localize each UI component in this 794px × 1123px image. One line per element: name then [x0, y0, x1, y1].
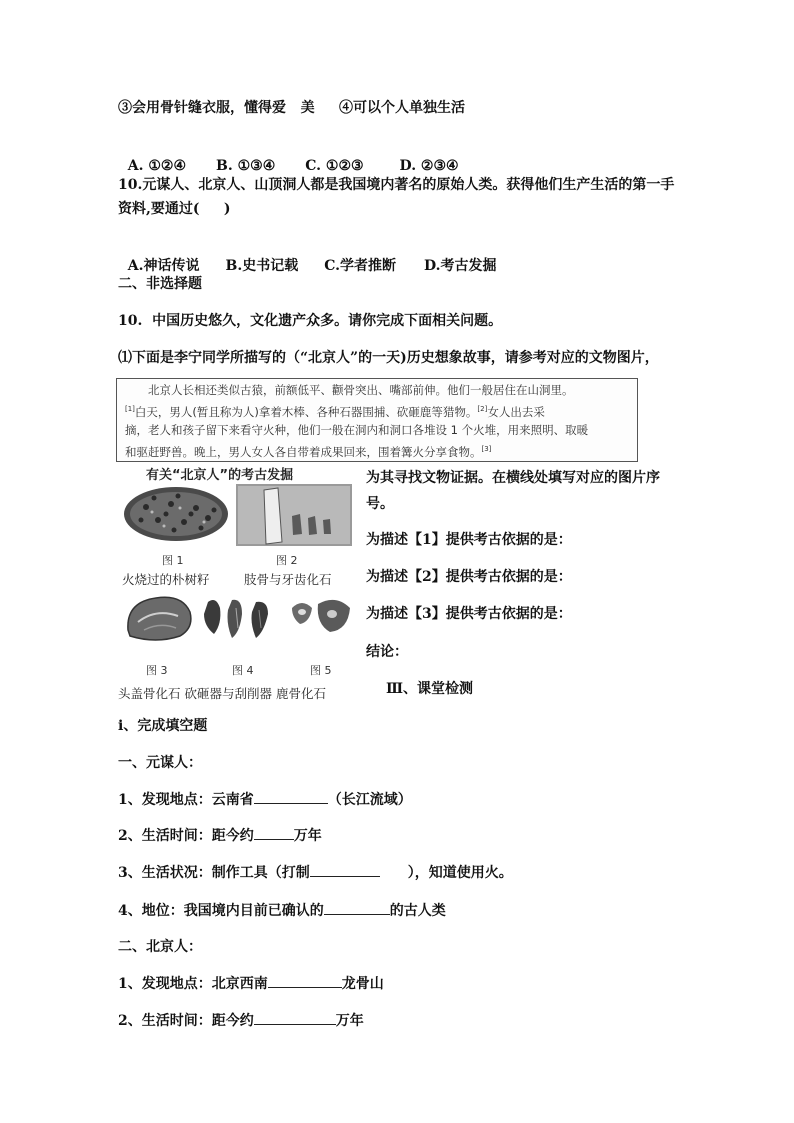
evidence-desc-1: 为描述【1】提供考古依据的是： [366, 532, 572, 548]
yuanmou-item-4: 4、地位：我国境内目前已确认的 的古人类 [118, 900, 446, 921]
fig2-caption: 肢骨与牙齿化石 [244, 572, 332, 587]
q9-option-a[interactable]: A. ①②④ [127, 158, 187, 174]
fig1-caption: 火烧过的朴树籽 [122, 572, 210, 587]
q10-option-a[interactable]: A.神话传说 [127, 258, 200, 274]
fig1-label: 图 1 [162, 554, 184, 567]
q10-stem-line1: 10.元谋人、北京人、山顶洞人都是我国境内著名的原始人类。获得他们生产生活的第一手 [118, 177, 675, 193]
fig2-bone-teeth-image [236, 484, 352, 546]
fig1-seeds-image [124, 487, 228, 541]
fig3-skull-image [128, 597, 191, 640]
blank-location-county[interactable] [254, 789, 328, 804]
section-heading-class-test: Ⅲ、课堂检测 [386, 681, 474, 697]
yuanmou-item-3: 3、生活状况：制作工具（打制 ），知道使用火。 [118, 862, 513, 883]
fig3-label: 图 3 [146, 664, 168, 677]
yuanmou-title: 一、元谋人： [118, 755, 202, 771]
fig2-label: 图 2 [276, 554, 298, 567]
yuanmou-item-2: 2、生活时间：距今约 万年 [118, 825, 322, 846]
blank-beijing-years[interactable] [254, 1010, 336, 1025]
story-mark-2: [2] [477, 404, 488, 413]
blank-yuanmou-years[interactable] [254, 825, 294, 840]
evidence-desc-3: 为描述【3】提供考古依据的是： [366, 606, 572, 622]
evidence-instruction-1: 为其寻找文物证据。在横线处填写对应的图片序 [366, 470, 660, 486]
fig5-label: 图 5 [310, 664, 332, 677]
q9-option-c[interactable]: C. ①②③ [305, 158, 364, 174]
q10-option-d[interactable]: D.考古发掘 [424, 258, 497, 274]
beijing-item-1: 1、发现地点：北京西南 龙骨山 [118, 973, 384, 994]
fig4-stone-tools-image [204, 600, 268, 638]
q10-options [118, 236, 497, 276]
q9-statement-line: ③会用骨针缝衣服，懂得爱 美 ④可以个人单独生活 [118, 100, 465, 116]
bottom-captions: 头盖骨化石 砍砸器与刮削器 鹿骨化石 [118, 686, 326, 701]
q10-option-b[interactable]: B.史书记载 [225, 258, 299, 274]
archaeology-figure [116, 462, 354, 704]
beijing-item-2: 2、生活时间：距今约 万年 [118, 1010, 364, 1031]
story-box [116, 378, 638, 462]
fig5-deer-bone-image [292, 600, 350, 632]
q9-options [118, 136, 459, 176]
story-line-1: 北京人长相还类似古猿，前额低平、颧骨突出、嘴部前伸。他们一般居住在山洞里。 [148, 383, 574, 397]
yuanmou-item-1: 1、发现地点：云南省 （长江流域） [118, 789, 412, 810]
q10-option-c[interactable]: C.学者推断 [324, 258, 396, 274]
story-mark-1: [1] [125, 404, 135, 413]
q9-option-b[interactable]: B. ①③④ [216, 158, 276, 174]
story-line-3: 摘，老人和孩子留下来看守火种，他们一般在洞内和洞口各堆设 1 个火堆，用来照明、取暖 [125, 423, 589, 437]
beijing-title: 二、北京人： [118, 939, 202, 955]
q10b-part1: ⑴下面是李宁同学所描写的（“北京人”的一天)历史想象故事，请参考对应的文物图片， [118, 350, 659, 366]
story-line-4: 和驱赶野兽。晚上，男人女人各自带着成果回来，围着篝火分享食物。[3] [125, 444, 492, 459]
story-mark-3: [3] [481, 444, 492, 453]
section-heading-non-choice: 二、非选择题 [118, 276, 202, 292]
blank-beijing-location[interactable] [268, 973, 342, 988]
q10-stem-line2: 资料,要通过( ) [118, 201, 231, 217]
evidence-instruction-2: 号。 [366, 496, 394, 512]
fig4-label: 图 4 [232, 664, 254, 677]
blank-earliest[interactable] [324, 900, 390, 915]
conclusion-label: 结论： [366, 644, 408, 660]
story-line-2: [1]白天，男人(暂且称为人)拿着木棒、各种石器围捕、砍砸鹿等猎物。[2]女人出去采 [125, 404, 545, 419]
fill-heading: ⅰ、完成填空题 [118, 718, 208, 734]
figure-title: 有关“北京人”的考古发掘 [146, 468, 294, 483]
blank-tool-type[interactable] [310, 862, 380, 877]
q9-option-d[interactable]: D. ②③④ [399, 158, 459, 174]
evidence-desc-2: 为描述【2】提供考古依据的是： [366, 569, 572, 585]
q10b-intro: 10. 中国历史悠久，文化遗产众多。请你完成下面相关问题。 [118, 313, 503, 329]
